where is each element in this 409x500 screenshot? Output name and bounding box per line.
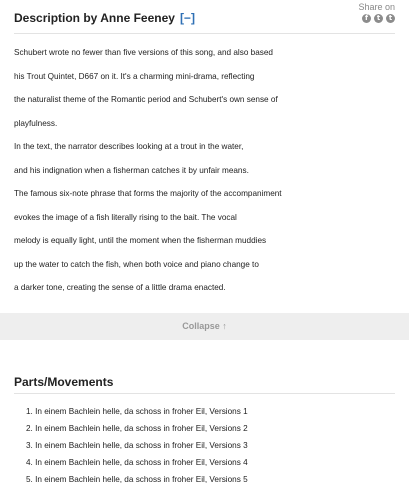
description-line: and his indignation when a fisherman catches it by unfair means. bbox=[14, 165, 249, 175]
description-title-text: Description by Anne Feeney bbox=[14, 11, 175, 25]
description-header bbox=[14, 0, 395, 34]
parts-list-item[interactable]: 5. In einem Bachlein helle, da schoss in froher Eil, Versions 5 bbox=[26, 475, 248, 484]
collapse-button[interactable]: Collapse ↑ bbox=[0, 313, 409, 340]
description-line: In the text, the narrator describes looking at a trout in the water, bbox=[14, 142, 244, 151]
parts-list-item[interactable]: 1. In einem Bachlein helle, da schoss in froher Eil, Versions 1 bbox=[26, 407, 248, 416]
parts-title: Parts/Movements bbox=[14, 371, 395, 394]
facebook-icon[interactable]: f bbox=[362, 14, 371, 23]
description-line: Schubert wrote no fewer than five versions of this song, and also based bbox=[14, 48, 273, 57]
parts-section bbox=[14, 371, 395, 488]
description-line: The famous six-note phrase that forms the majority of the accompaniment bbox=[14, 189, 282, 198]
tumblr-icon[interactable]: t bbox=[386, 14, 395, 23]
share-label: Share on bbox=[358, 2, 395, 12]
parts-list-item[interactable]: 3. In einem Bachlein helle, da schoss in froher Eil, Versions 3 bbox=[26, 441, 248, 450]
description-line: playfulness. bbox=[14, 118, 58, 128]
description-line: a darker tone, creating the sense of a little drama enacted. bbox=[14, 283, 226, 292]
parts-list-item[interactable]: 4. In einem Bachlein helle, da schoss in froher Eil, Versions 4 bbox=[26, 458, 248, 467]
collapse-toggle[interactable]: [−] bbox=[179, 11, 195, 25]
parts-list bbox=[14, 394, 395, 488]
twitter-icon[interactable]: t bbox=[374, 14, 383, 23]
description-line: evokes the image of a fish literally rising to the bait. The vocal bbox=[14, 212, 237, 222]
description-body bbox=[14, 34, 395, 300]
parts-list-item[interactable]: 2. In einem Bachlein helle, da schoss in froher Eil, Versions 2 bbox=[26, 424, 248, 433]
description-line: melody is equally light, until the moment when the fisherman muddies bbox=[14, 236, 267, 245]
share-icons bbox=[358, 14, 395, 23]
description-line: the naturalist theme of the Romantic period and Schubert's own sense of bbox=[14, 95, 278, 104]
description-line: up the water to catch the fish, when both voice and piano change to bbox=[14, 259, 259, 269]
share-box bbox=[358, 2, 395, 23]
description-title bbox=[14, 11, 195, 25]
description-line: his Trout Quintet, D667 on it. It's a charming mini-drama, reflecting bbox=[14, 71, 255, 81]
